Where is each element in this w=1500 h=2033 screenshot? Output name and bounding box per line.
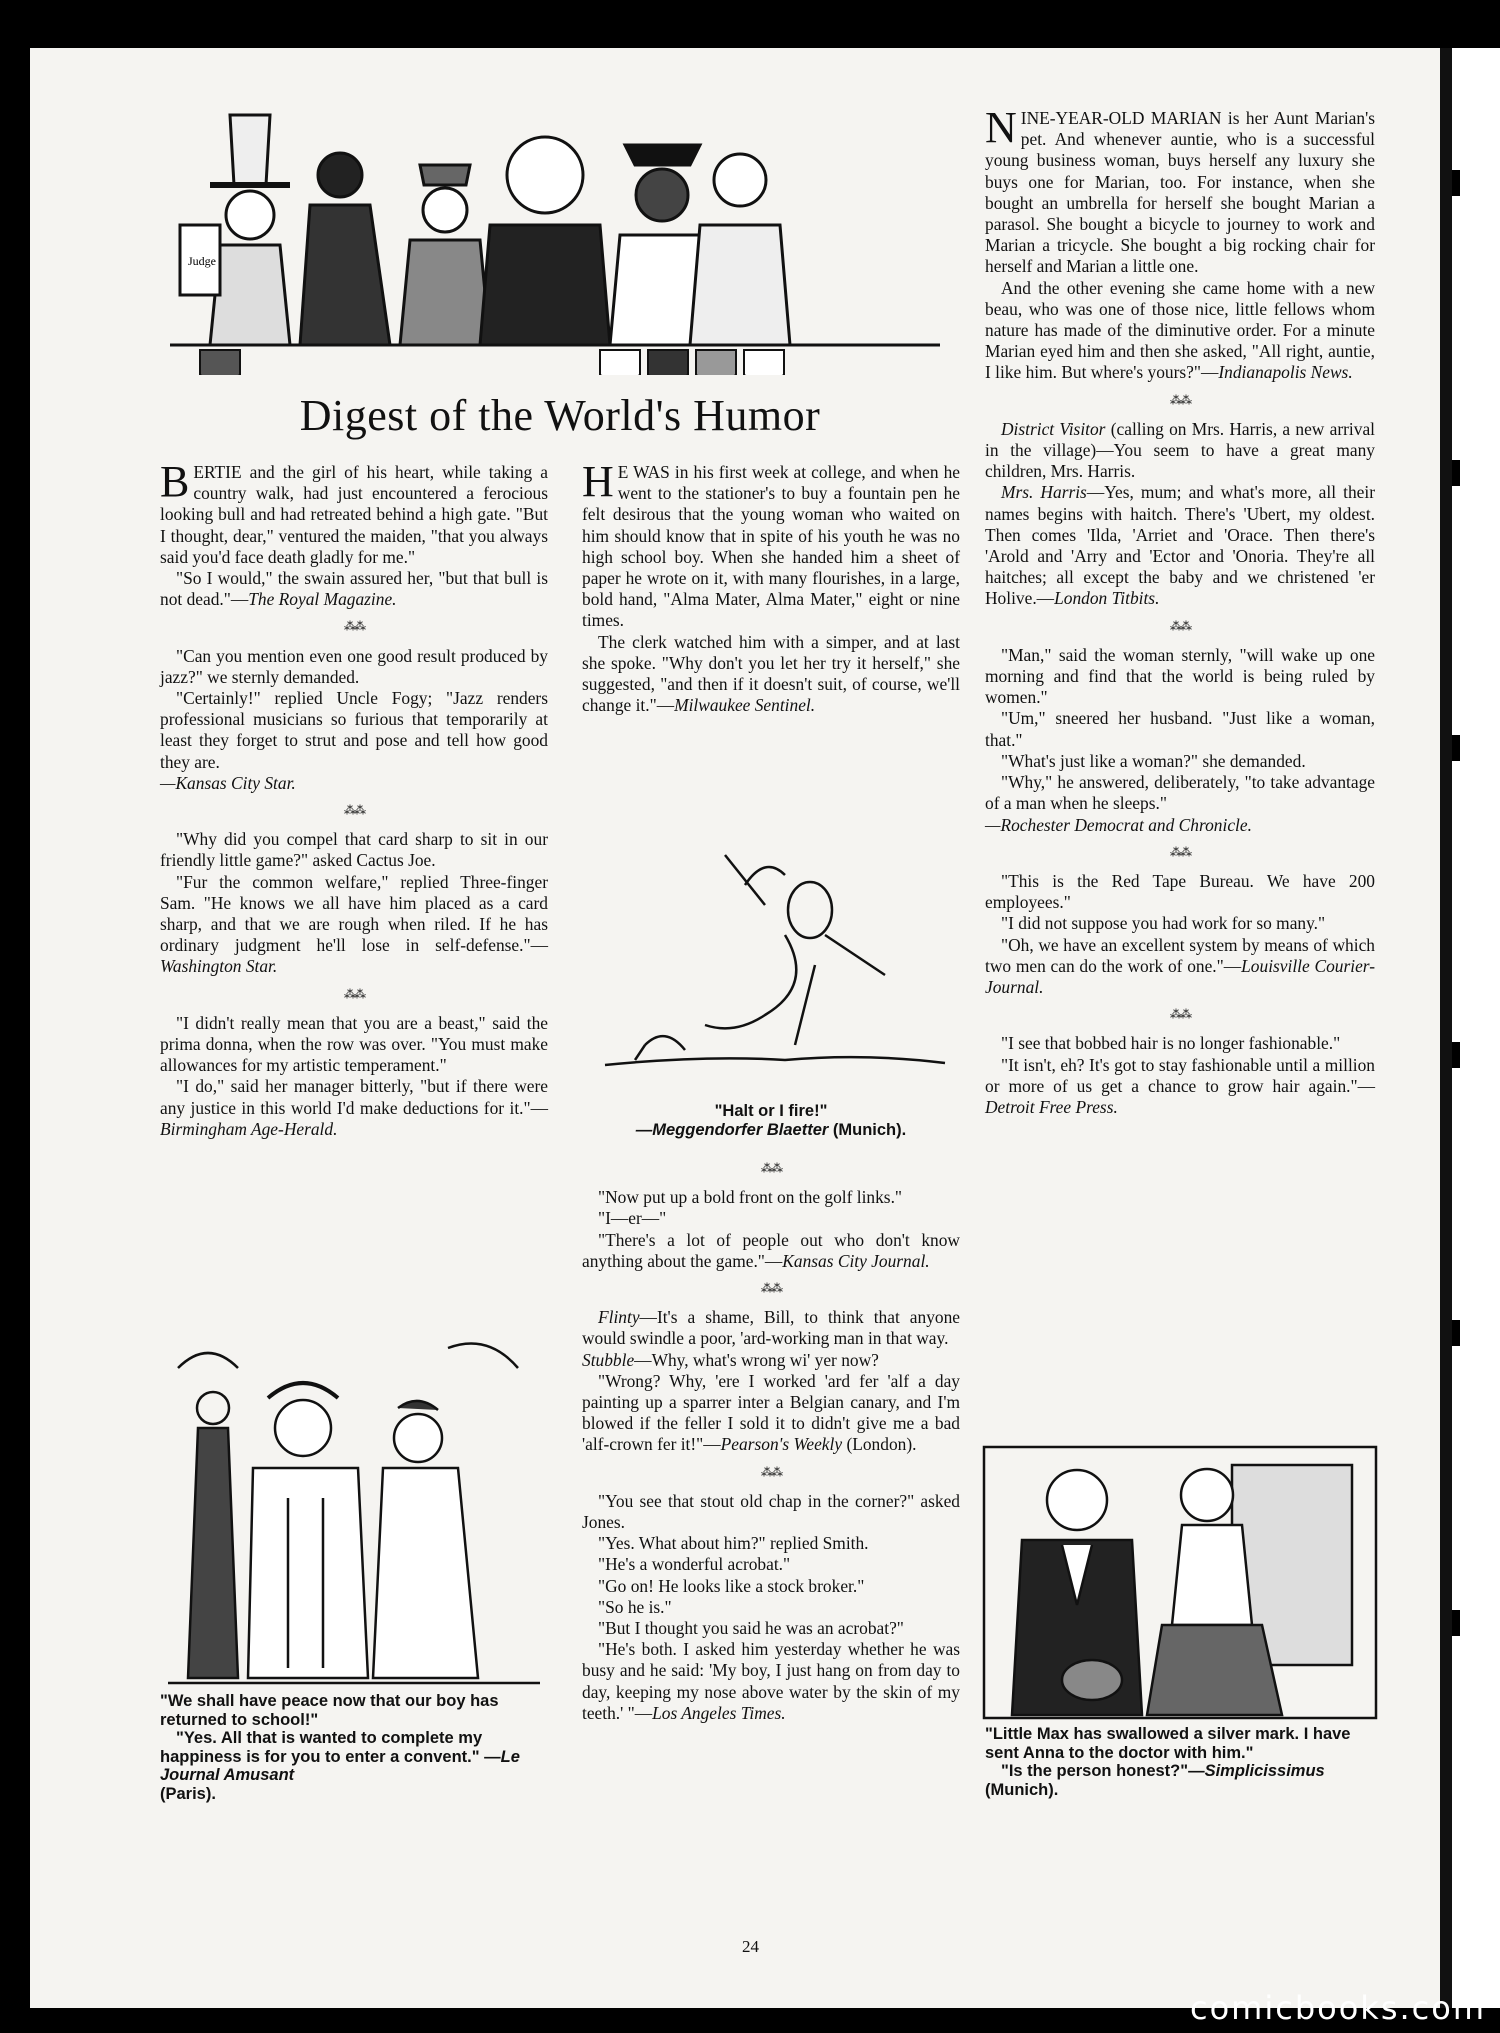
joke-golf-reply: "I—er—" — [598, 1208, 667, 1229]
joke-red-tape: "This is the Red Tape Bureau. We have 200 employees." — [985, 870, 1375, 913]
binding-strip — [1452, 48, 1500, 2008]
joke-women: "Man," said the woman sternly, "will wake up one morning and find that the world is being ruled by women." — [985, 644, 1375, 708]
binding-clip — [1452, 460, 1460, 486]
column-3 — [985, 103, 1375, 1118]
joke-acrobat-line: "But I thought you said he was an acrobat?" — [598, 1618, 904, 1639]
joke-jazz-reply: "Certainly!" replied Uncle Fogy; "Jazz renders professional musicians so furious that temporarily at least they forget to strut and pose and tell how good they are. — [160, 688, 548, 772]
joke-jazz: "Can you mention even one good result produced by jazz?" we sternly demanded. — [160, 645, 548, 687]
page-title: Digest of the World's Humor — [299, 391, 821, 440]
dropcap: N — [985, 103, 1017, 152]
joke-women-line: "What's just like a woman?" she demanded. — [1001, 750, 1306, 771]
ornament: ⁂⁂ — [761, 1281, 781, 1296]
ornament: ⁂⁂ — [1170, 1007, 1190, 1022]
page-number: 24 — [742, 1937, 759, 1956]
ornament: ⁂⁂ — [761, 1464, 781, 1479]
binding-clip — [1452, 1320, 1460, 1346]
joke-acrobat: "You see that stout old chap in the corner?" asked Jones. — [582, 1490, 960, 1533]
column-2 — [582, 457, 960, 716]
joke-women-line: "Why," he answered, deliberately, "to take advantage of a man when he sleeps." — [985, 772, 1375, 814]
joke-bobbed-hair: "I see that bobbed hair is no longer fashionable." — [1001, 1033, 1341, 1054]
joke-flinty-punchline: "Wrong? Why, 'ere I worked 'ard fer 'alf a day painting up a sparrer inter a Belgian canary, and I'm blowed if the feller I sold it to didn't give me a bad 'alf-crown fer it!"—Pearson's Weekly (London). — [582, 1370, 960, 1455]
cartoon-halt-or-fire — [585, 845, 955, 1090]
ornament: ⁂⁂ — [344, 986, 364, 1001]
joke-women-line: "Um," sneered her husband. "Just like a woman, that." — [985, 708, 1375, 750]
joke-marian: NINE-YEAR-OLD MARIAN is her Aunt Marian's pet. And whenever auntie, who is a successful young business woman, buys herself any luxury she buys one for Marian, too. For instance, when she bought an umbrella for herself she bought Marian a parasol. She bought a bicycle to journey to work and Marian a tricycle. She bought a big rocking chair for herself and Marian a little one. — [985, 103, 1375, 277]
joke-card-sharp-reply: "Fur the common welfare," replied Three-finger Sam. "He knows we all have him placed as a card sharp, and that we are rough when riled. If he has ordinary judgment he'll lose in self-defense."—Washington Star. — [160, 871, 548, 977]
joke-acrobat-punchline: "He's both. I asked him yesterday whether he was busy and he said: 'My boy, I just hang on from day to day, keeping my nose above water by the skin of my teeth.' "—Los Angeles Times. — [582, 1639, 960, 1723]
ornament: ⁂⁂ — [344, 803, 364, 818]
joke-acrobat-line: "So he is." — [598, 1596, 672, 1617]
ornament: ⁂⁂ — [1170, 844, 1190, 859]
joke-marian-punchline: And the other evening she came home with a new beau, who was one of those nice, little fellows whom nature has made of the diminutive order. For a minute Marian eyed him and then she asked, "All right, auntie, I like him. But where's yours?"—Indianapolis News. — [985, 277, 1375, 383]
joke-bobbed-hair-punchline: "It isn't, eh? It's got to stay fashionable until a million or more of us get a chance to grow hair again."—Detroit Free Press. — [985, 1054, 1375, 1117]
joke-red-tape-line: "I did not suppose you had work for so many." — [1001, 913, 1326, 934]
joke-district-visitor: District Visitor (calling on Mrs. Harris, a new arrival in the village)—You seem to have a great many children, Mrs. Harris. — [985, 418, 1375, 482]
binding-clip — [1452, 170, 1460, 196]
joke-stubble: Stubble—Why, what's wrong wi' yer now? — [582, 1349, 879, 1370]
cartoon-school-boy — [168, 1338, 540, 1688]
watermark: comicbooks.com — [1189, 1989, 1486, 2027]
joke-college-punchline: The clerk watched him with a simper, and at last she spoke. "Why don't you let her try it herself," she suggested, "and then if it doesn't suit, of course, we'll change it."—Milwaukee Sentinel. — [582, 631, 960, 716]
cartoon-caption-simplicissimus: "Little Max has swallowed a silver mark. I have sent Anna to the doctor with him." "Is the person honest?"—Simplicissimus (Munich). — [985, 1725, 1351, 1799]
cartoon-caption-munich: "Halt or I fire!" —Meggendorfer Blaetter (Munich). — [635, 1102, 907, 1139]
binding-clip — [1452, 1610, 1460, 1636]
column-2-lower — [582, 1152, 960, 1724]
page-gutter — [1440, 48, 1452, 2008]
column-1 — [160, 457, 548, 1140]
cartoon-caption-paris: "We shall have peace now that our boy has returned to school!" "Yes. All that is wanted to complete my happiness is for you to enter a convent." —Le Journal Amusant (Paris). — [160, 1692, 520, 1803]
dropcap: B — [160, 457, 190, 506]
binding-clip — [1452, 735, 1460, 761]
joke-acrobat-line: "Yes. What about him?" replied Smith. — [598, 1533, 869, 1554]
joke-acrobat-line: "He's a wonderful acrobat." — [598, 1554, 791, 1575]
joke-college: H E WAS in his first week at college, and when he went to the stationer's to buy a fountain pen he felt desirous that the young woman who waited on him should know that in spite of his youth he was no high school boy. When she handed him a sheet of paper he wrote on it, with many flourishes, in a large, bold hand, "Alma Mater, Alma Mater," eight or nine times. — [582, 457, 960, 631]
joke-card-sharp: "Why did you compel that card sharp to sit in our friendly little game?" asked Cactus Joe. — [160, 829, 548, 871]
joke-flinty: Flinty—It's a shame, Bill, to think that anyone would swindle a poor, 'ard-working man in that way. — [582, 1307, 960, 1349]
source-kansas-city-star: —Kansas City Star. — [160, 772, 296, 793]
joke-golf: "Now put up a bold front on the golf links." — [598, 1187, 903, 1208]
joke-bertie-punchline: "So I would," the swain assured her, "but that bull is not dead."—The Royal Magazine. — [160, 568, 548, 610]
cartoon-silver-mark — [982, 1445, 1378, 1720]
source-rochester: —Rochester Democrat and Chronicle. — [985, 814, 1252, 835]
judge-magazine-label: Judge — [188, 254, 216, 268]
joke-acrobat-line: "Go on! He looks like a stock broker." — [598, 1575, 865, 1596]
joke-bertie: BERTIE and the girl of his heart, while taking a country walk, had just encountered a ferocious looking bull and had retreated behind a high gate. "But I thought, dear," ventured the maiden, "that you always said you'd face death gladly for me." — [160, 457, 548, 567]
header-illustration — [170, 105, 940, 375]
joke-mrs-harris: Mrs. Harris—Yes, mum; and what's more, all their names begins with haitch. There's 'Ubert, my oldest. Then comes 'Ilda, 'Arriet and 'Orace. Then there's 'Arold and 'Arry and 'Ector and 'Onoria. They're all haitches; all except the baby and we christened 'er Holive.—London Titbits. — [985, 482, 1375, 609]
binding-clip — [1452, 1042, 1460, 1068]
ornament: ⁂⁂ — [761, 1161, 781, 1175]
joke-golf-punchline: "There's a lot of people out who don't know anything about the game."—Kansas City Journal. — [582, 1229, 960, 1271]
joke-prima-donna-reply: "I do," said her manager bitterly, "but if there were any justice in this world I'd make deductions for it."—Birmingham Age-Herald. — [160, 1076, 548, 1139]
joke-red-tape-punchline: "Oh, we have an excellent system by means of which two men can do the work of one."—Louisville Courier-Journal. — [985, 934, 1375, 997]
dropcap: H — [582, 457, 614, 506]
ornament: ⁂⁂ — [1170, 618, 1190, 633]
ornament: ⁂⁂ — [344, 619, 364, 634]
ornament: ⁂⁂ — [1170, 392, 1190, 407]
joke-prima-donna: "I didn't really mean that you are a beast," said the prima donna, when the row was over. "You must make allowances for my artistic temperament." — [160, 1012, 548, 1076]
